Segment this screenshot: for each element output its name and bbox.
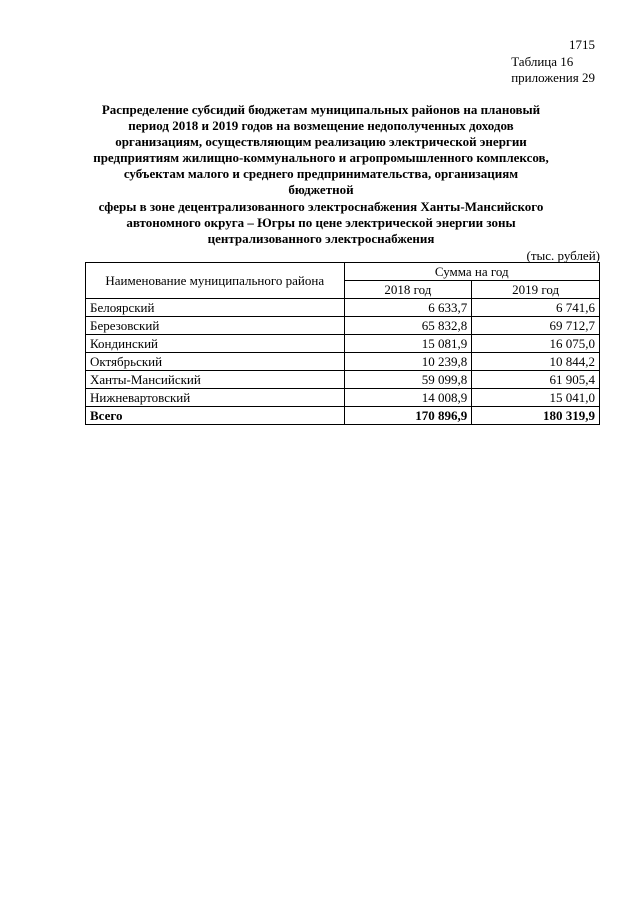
title-line: предприятиям жилищно-коммунального и агропромышленного комплексов, — [93, 150, 549, 166]
value-2019: 61 905,4 — [472, 371, 600, 389]
title-line: субъектам малого и среднего предпринимательства, организациям бюджетной — [123, 166, 519, 198]
district-name: Кондинский — [86, 335, 345, 353]
total-2019: 180 319,9 — [472, 407, 600, 425]
total-label: Всего — [86, 407, 345, 425]
title-line: автономного округа – Югры по цене электрической энергии зоны — [126, 214, 516, 230]
table-row — [86, 317, 600, 335]
district-name: Октябрьский — [86, 353, 345, 371]
value-2019: 10 844,2 — [472, 353, 600, 371]
value-2019: 16 075,0 — [472, 335, 600, 353]
value-2018: 6 633,7 — [344, 299, 472, 317]
total-2018: 170 896,9 — [344, 407, 472, 425]
value-2019: 15 041,0 — [472, 389, 600, 407]
title-line: период 2018 и 2019 годов на возмещение недополученных доходов — [128, 118, 514, 134]
title-line: организациям, осуществляющим реализацию электрической энергии — [115, 134, 527, 150]
value-2018: 15 081,9 — [344, 335, 472, 353]
value-2019: 69 712,7 — [472, 317, 600, 335]
column-header-2018: 2018 год — [344, 281, 472, 299]
subsidy-table — [85, 262, 600, 425]
column-header-district: Наименование муниципального района — [86, 263, 345, 299]
column-header-2019: 2019 год — [472, 281, 600, 299]
document-title — [90, 102, 552, 247]
appendix-label: приложения 29 — [511, 70, 595, 85]
value-2018: 65 832,8 — [344, 317, 472, 335]
page-number: 1715 — [569, 37, 595, 52]
units-label: (тыс. рублей) — [526, 248, 600, 263]
title-line: сферы в зоне децентрализованного электроснабжения Ханты-Мансийского — [98, 198, 544, 214]
title-line: централизованного электроснабжения — [207, 230, 435, 246]
district-name: Белоярский — [86, 299, 345, 317]
table-label: Таблица 16 — [511, 54, 574, 69]
value-2018: 14 008,9 — [344, 389, 472, 407]
table-row — [86, 371, 600, 389]
table-row — [86, 389, 600, 407]
value-2018: 59 099,8 — [344, 371, 472, 389]
district-name: Березовский — [86, 317, 345, 335]
table-row — [86, 299, 600, 317]
table-row — [86, 335, 600, 353]
column-header-sum: Сумма на год — [344, 263, 600, 281]
district-name: Ханты-Мансийский — [86, 371, 345, 389]
table-total-row — [86, 407, 600, 425]
table-header-row — [86, 263, 600, 281]
district-name: Нижневартовский — [86, 389, 345, 407]
table-reference — [511, 54, 595, 86]
title-line: Распределение субсидий бюджетам муниципальных районов на плановый — [101, 102, 541, 117]
value-2018: 10 239,8 — [344, 353, 472, 371]
value-2019: 6 741,6 — [472, 299, 600, 317]
table-row — [86, 353, 600, 371]
